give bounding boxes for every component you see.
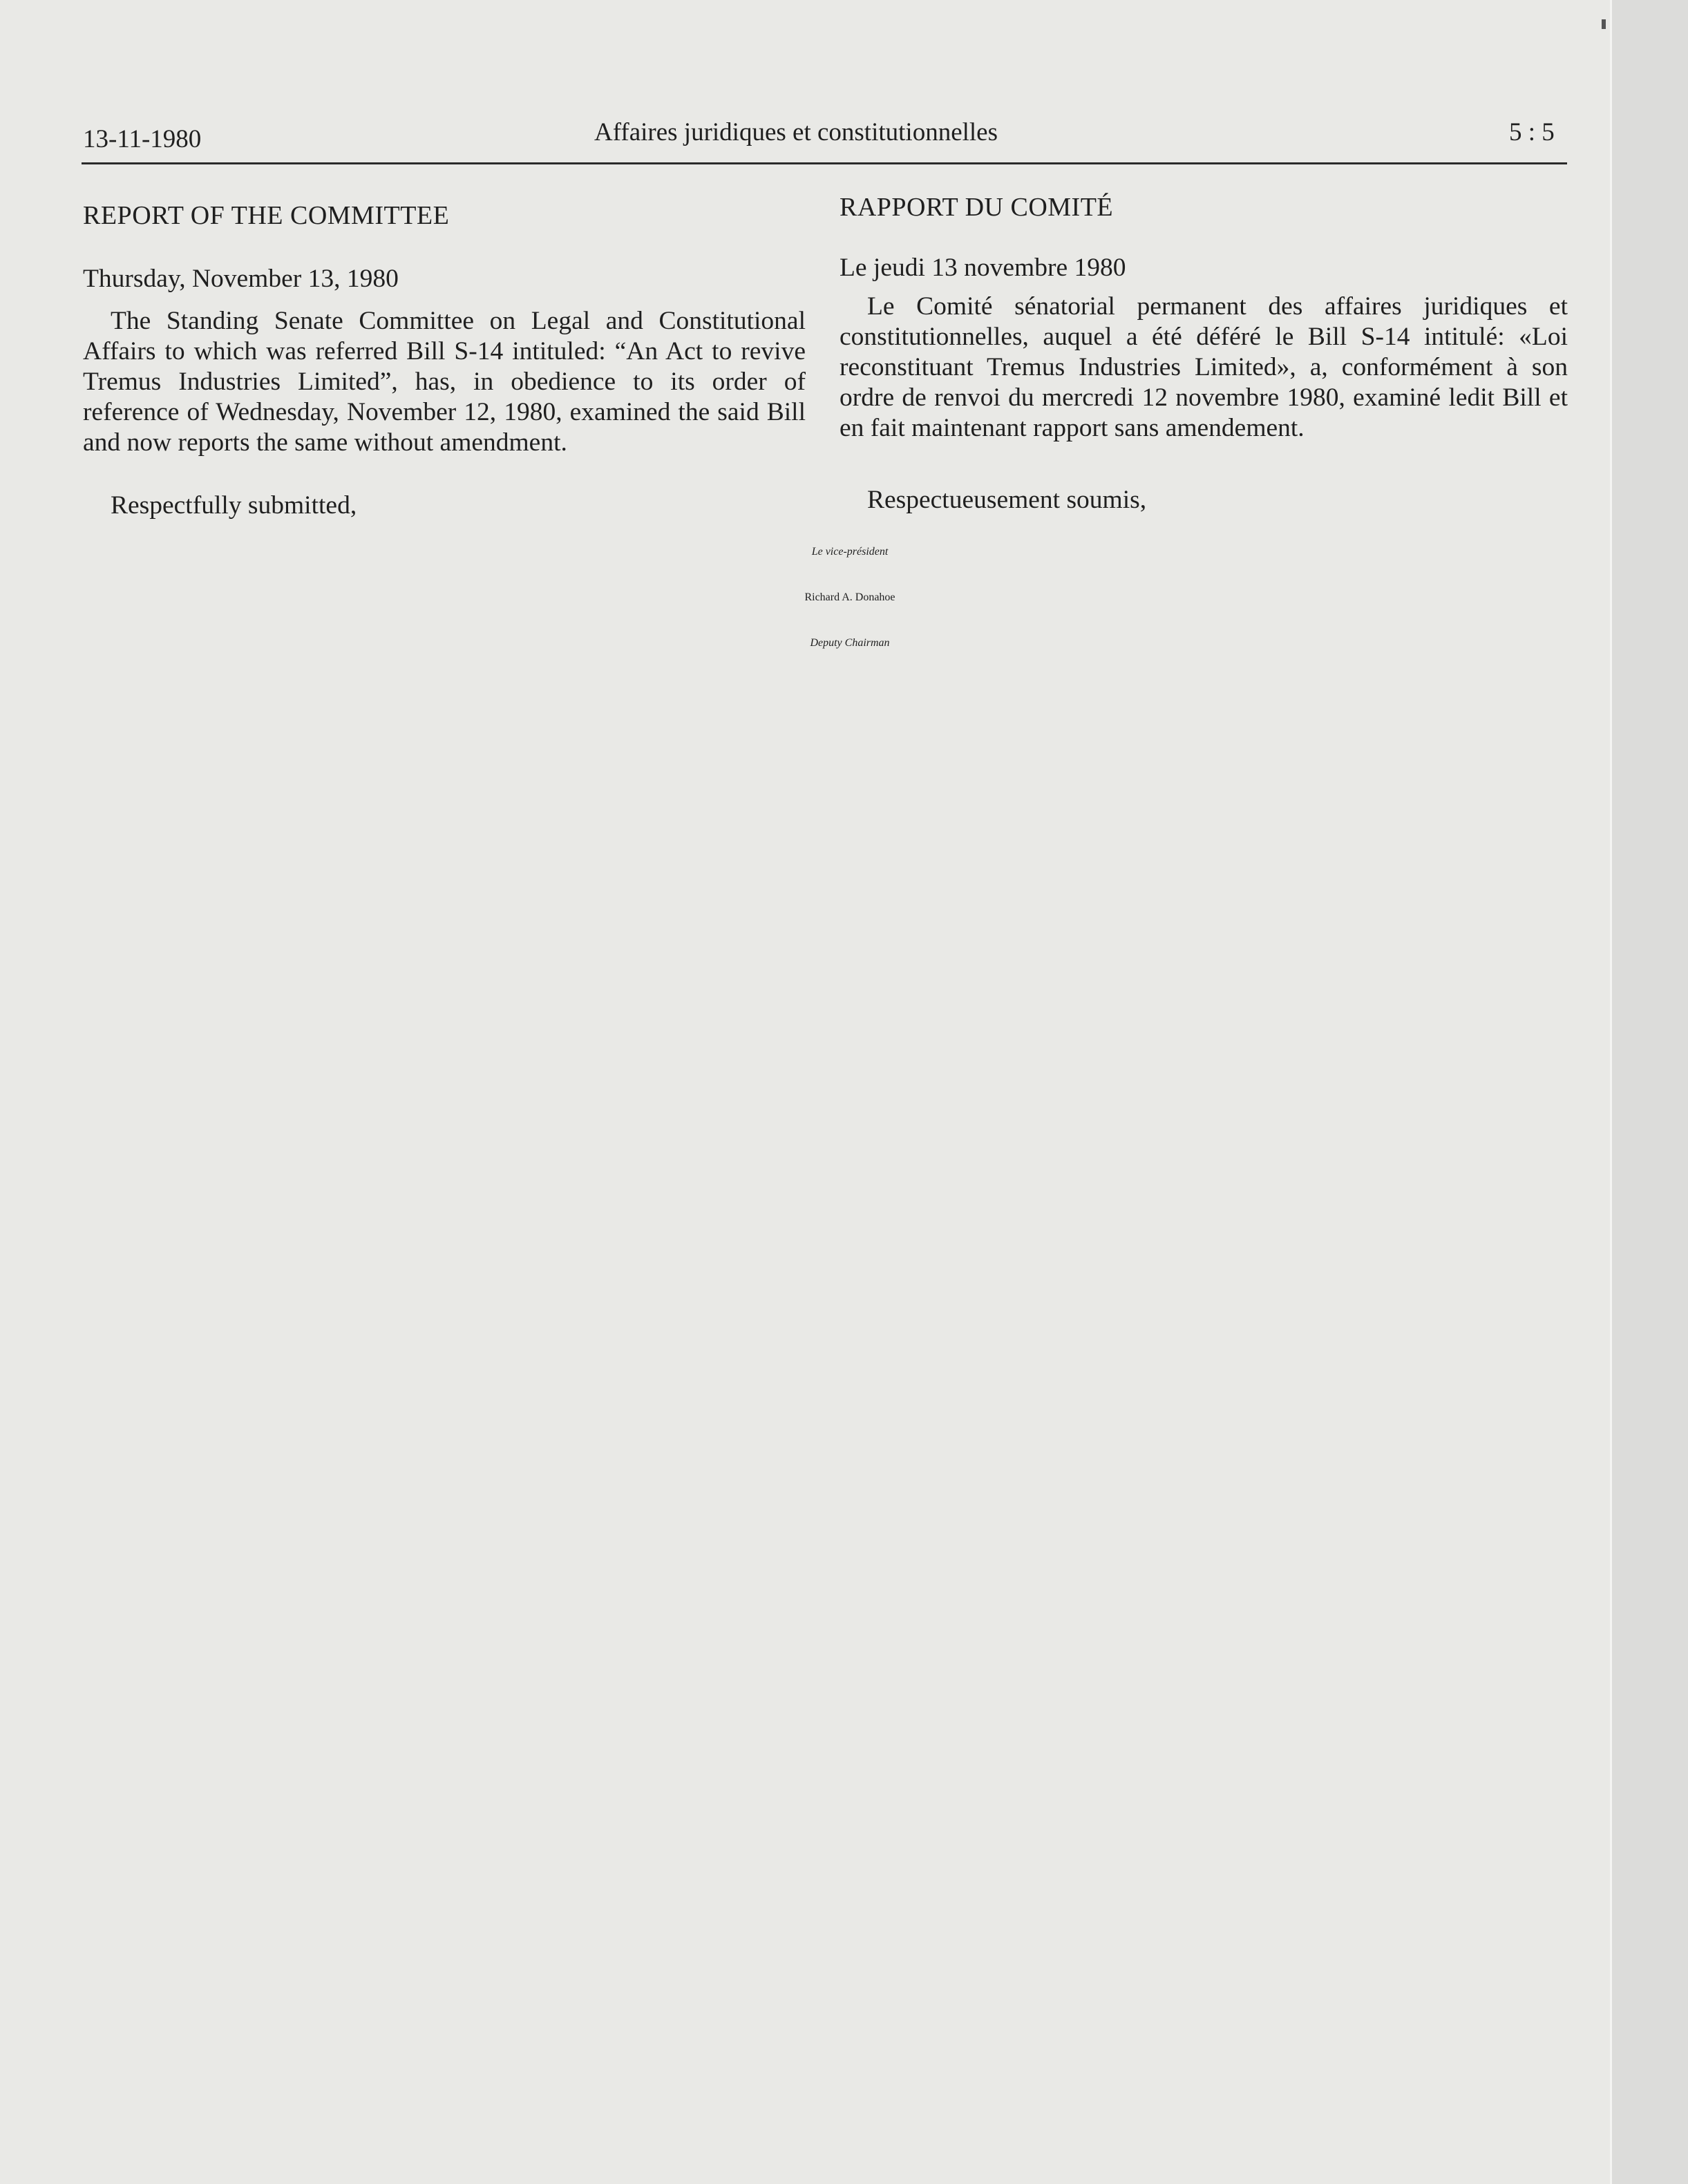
scan-mark [1602,19,1606,29]
signature-title-en: Deputy Chairman [810,637,890,649]
english-body: The Standing Senate Committee on Legal and Constitutional Affairs to which was referred Bill S-14 intituled: “An Act to revive Tremus Industries Limited”, has, in obedience to its order of reference of Wednesday, November 12, 1980, examined the said Bill and now reports the same without amendment. [83,307,806,457]
signature-title-fr: Le vice-président [811,546,889,558]
french-closing: Respectueusement soumis, [867,486,1147,514]
english-heading: REPORT OF THE COMMITTEE [83,201,450,230]
page-edge [1610,0,1688,2184]
french-body: Le Comité sénatorial permanent des affaires juridiques et constitutionnelles, auquel a été déféré le Bill S-14 intitulé: «Loi reconstituant Tremus Industries Limited», a, conformément à son ordre de renvoi du mercredi 12 novembre 1980, examiné ledit Bill et en fait maintenant rapport sans amendement. [840,292,1568,442]
french-date: Le jeudi 13 novembre 1980 [840,254,1126,282]
english-date: Thursday, November 13, 1980 [83,265,399,293]
header-date: 13-11-1980 [83,125,202,153]
header-title: Affaires juridiques et constitutionnelles [594,118,998,146]
french-heading: RAPPORT DU COMITÉ [840,193,1114,222]
english-closing: Respectfully submitted, [111,491,357,520]
header-page-number: 5 : 5 [1509,118,1555,146]
header-rule [82,162,1567,164]
signature-name: Richard A. Donahoe [804,591,895,603]
